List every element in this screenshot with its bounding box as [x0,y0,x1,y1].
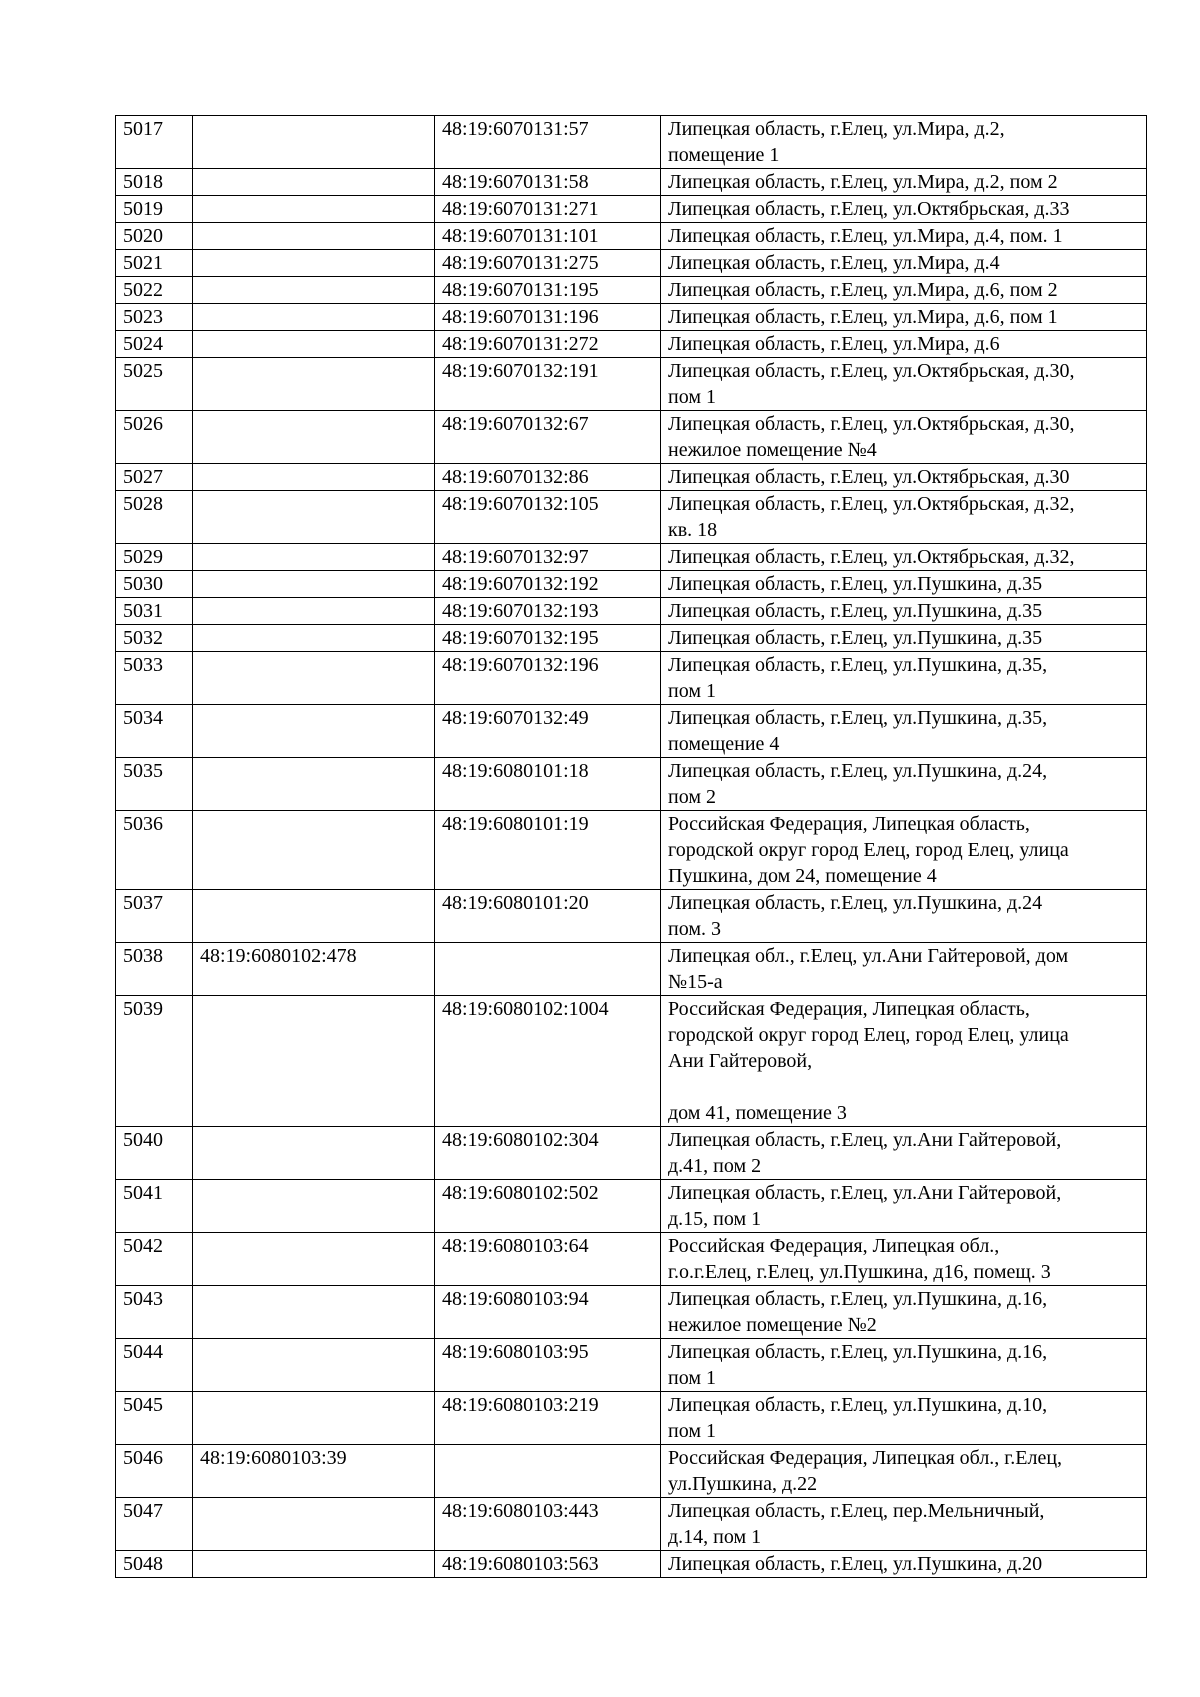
table-row [116,277,1147,304]
land-cadastral-number-cell [193,1551,435,1578]
table-row [116,1286,1147,1339]
address-cell: Липецкая область, г.Елец, ул.Мира, д.6 [661,331,1147,358]
row-number-cell: 5045 [116,1392,193,1445]
land-cadastral-number-cell [193,996,435,1127]
building-cadastral-number-cell: 48:19:6070131:58 [435,169,661,196]
table-row [116,331,1147,358]
address-cell: Российская Федерация, Липецкая область, городской округ город Елец, город Елец, улица Ани Гайтеровой, дом 41, помещение 3 [661,996,1147,1127]
address-cell: Липецкая область, г.Елец, ул.Мира, д.2, помещение 1 [661,116,1147,169]
land-cadastral-number-cell [193,358,435,411]
land-cadastral-number-cell [193,491,435,544]
table-row [116,890,1147,943]
row-number-cell: 5023 [116,304,193,331]
table-row [116,1445,1147,1498]
building-cadastral-number-cell: 48:19:6080101:20 [435,890,661,943]
row-number-cell: 5046 [116,1445,193,1498]
row-number-cell: 5038 [116,943,193,996]
land-cadastral-number-cell [193,544,435,571]
address-cell: Российская Федерация, Липецкая область, городской округ город Елец, город Елец, улица Пушкина, дом 24, помещение 4 [661,811,1147,890]
land-cadastral-number-cell [193,811,435,890]
address-cell: Липецкая область, г.Елец, ул.Октябрьская, д.32, кв. 18 [661,491,1147,544]
land-cadastral-number-cell: 48:19:6080102:478 [193,943,435,996]
table-row [116,1180,1147,1233]
building-cadastral-number-cell: 48:19:6080101:18 [435,758,661,811]
row-number-cell: 5028 [116,491,193,544]
land-cadastral-number-cell [193,625,435,652]
row-number-cell: 5017 [116,116,193,169]
building-cadastral-number-cell: 48:19:6080103:563 [435,1551,661,1578]
land-cadastral-number-cell [193,331,435,358]
building-cadastral-number-cell [435,943,661,996]
row-number-cell: 5026 [116,411,193,464]
land-cadastral-number-cell [193,464,435,491]
property-registry-table [115,115,1147,1578]
table-row [116,811,1147,890]
land-cadastral-number-cell: 48:19:6080103:39 [193,1445,435,1498]
building-cadastral-number-cell: 48:19:6070132:97 [435,544,661,571]
building-cadastral-number-cell: 48:19:6080103:64 [435,1233,661,1286]
address-cell: Липецкая область, г.Елец, ул.Пушкина, д.35 [661,571,1147,598]
row-number-cell: 5020 [116,223,193,250]
row-number-cell: 5033 [116,652,193,705]
table-row [116,996,1147,1127]
table-row [116,1233,1147,1286]
address-cell: Липецкая область, г.Елец, ул.Мира, д.4, пом. 1 [661,223,1147,250]
address-cell: Липецкая область, г.Елец, ул.Пушкина, д.10, пом 1 [661,1392,1147,1445]
row-number-cell: 5022 [116,277,193,304]
row-number-cell: 5042 [116,1233,193,1286]
table-row [116,116,1147,169]
row-number-cell: 5044 [116,1339,193,1392]
address-cell: Липецкая область, г.Елец, ул.Ани Гайтеровой, д.15, пом 1 [661,1180,1147,1233]
land-cadastral-number-cell [193,411,435,464]
address-cell: Липецкая область, г.Елец, ул.Ани Гайтеровой, д.41, пом 2 [661,1127,1147,1180]
address-cell: Липецкая область, г.Елец, ул.Октябрьская, д.32, [661,544,1147,571]
building-cadastral-number-cell: 48:19:6070131:275 [435,250,661,277]
address-cell: Липецкая область, г.Елец, ул.Пушкина, д.35 [661,598,1147,625]
land-cadastral-number-cell [193,1286,435,1339]
land-cadastral-number-cell [193,758,435,811]
address-cell: Российская Федерация, Липецкая обл., г.Елец, ул.Пушкина, д.22 [661,1445,1147,1498]
address-cell: Липецкая область, г.Елец, ул.Мира, д.4 [661,250,1147,277]
table-row [116,358,1147,411]
building-cadastral-number-cell: 48:19:6070132:195 [435,625,661,652]
land-cadastral-number-cell [193,277,435,304]
land-cadastral-number-cell [193,890,435,943]
building-cadastral-number-cell: 48:19:6070132:105 [435,491,661,544]
address-cell: Липецкая область, г.Елец, ул.Пушкина, д.24, пом 2 [661,758,1147,811]
building-cadastral-number-cell: 48:19:6080103:95 [435,1339,661,1392]
building-cadastral-number-cell: 48:19:6080103:219 [435,1392,661,1445]
building-cadastral-number-cell: 48:19:6070132:86 [435,464,661,491]
table-row [116,491,1147,544]
row-number-cell: 5032 [116,625,193,652]
row-number-cell: 5030 [116,571,193,598]
building-cadastral-number-cell: 48:19:6070131:272 [435,331,661,358]
address-cell: Липецкая область, г.Елец, ул.Мира, д.6, пом 2 [661,277,1147,304]
row-number-cell: 5047 [116,1498,193,1551]
address-cell: Липецкая область, г.Елец, ул.Октябрьская, д.30, пом 1 [661,358,1147,411]
building-cadastral-number-cell: 48:19:6080101:19 [435,811,661,890]
building-cadastral-number-cell: 48:19:6080102:1004 [435,996,661,1127]
table-row [116,758,1147,811]
building-cadastral-number-cell: 48:19:6070132:192 [435,571,661,598]
row-number-cell: 5019 [116,196,193,223]
table-row [116,1551,1147,1578]
row-number-cell: 5035 [116,758,193,811]
table-row [116,625,1147,652]
row-number-cell: 5041 [116,1180,193,1233]
table-row [116,652,1147,705]
row-number-cell: 5039 [116,996,193,1127]
building-cadastral-number-cell: 48:19:6070132:191 [435,358,661,411]
building-cadastral-number-cell: 48:19:6070131:195 [435,277,661,304]
document-page [115,115,1146,1578]
land-cadastral-number-cell [193,598,435,625]
building-cadastral-number-cell [435,1445,661,1498]
address-cell: Липецкая обл., г.Елец, ул.Ани Гайтеровой, дом №15-а [661,943,1147,996]
table-row [116,250,1147,277]
land-cadastral-number-cell [193,1339,435,1392]
table-row [116,169,1147,196]
land-cadastral-number-cell [193,1233,435,1286]
address-cell: Липецкая область, г.Елец, ул.Пушкина, д.35, помещение 4 [661,705,1147,758]
building-cadastral-number-cell: 48:19:6070131:271 [435,196,661,223]
address-cell: Липецкая область, г.Елец, пер.Мельничный, д.14, пом 1 [661,1498,1147,1551]
land-cadastral-number-cell [193,705,435,758]
table-row [116,598,1147,625]
table-row [116,571,1147,598]
table-row [116,1339,1147,1392]
row-number-cell: 5027 [116,464,193,491]
table-row [116,1392,1147,1445]
address-cell: Липецкая область, г.Елец, ул.Пушкина, д.16, нежилое помещение №2 [661,1286,1147,1339]
land-cadastral-number-cell [193,652,435,705]
table-row [116,223,1147,250]
address-cell: Российская Федерация, Липецкая обл., г.о.г.Елец, г.Елец, ул.Пушкина, д16, помещ. 3 [661,1233,1147,1286]
address-cell: Липецкая область, г.Елец, ул.Пушкина, д.16, пом 1 [661,1339,1147,1392]
table-row [116,1127,1147,1180]
building-cadastral-number-cell: 48:19:6070132:67 [435,411,661,464]
building-cadastral-number-cell: 48:19:6070132:49 [435,705,661,758]
land-cadastral-number-cell [193,1392,435,1445]
address-cell: Липецкая область, г.Елец, ул.Октябрьская, д.30 [661,464,1147,491]
table-row [116,1498,1147,1551]
row-number-cell: 5037 [116,890,193,943]
land-cadastral-number-cell [193,196,435,223]
address-cell: Липецкая область, г.Елец, ул.Пушкина, д.20 [661,1551,1147,1578]
address-cell: Липецкая область, г.Елец, ул.Пушкина, д.35 [661,625,1147,652]
row-number-cell: 5024 [116,331,193,358]
address-cell: Липецкая область, г.Елец, ул.Октябрьская, д.33 [661,196,1147,223]
table-row [116,544,1147,571]
land-cadastral-number-cell [193,223,435,250]
row-number-cell: 5021 [116,250,193,277]
building-cadastral-number-cell: 48:19:6080102:304 [435,1127,661,1180]
building-cadastral-number-cell: 48:19:6070131:57 [435,116,661,169]
building-cadastral-number-cell: 48:19:6080102:502 [435,1180,661,1233]
table-row [116,943,1147,996]
address-cell: Липецкая область, г.Елец, ул.Пушкина, д.35, пом 1 [661,652,1147,705]
land-cadastral-number-cell [193,1127,435,1180]
address-cell: Липецкая область, г.Елец, ул.Мира, д.2, пом 2 [661,169,1147,196]
registry-table-body [116,116,1147,1578]
land-cadastral-number-cell [193,571,435,598]
building-cadastral-number-cell: 48:19:6070132:193 [435,598,661,625]
table-row [116,464,1147,491]
row-number-cell: 5043 [116,1286,193,1339]
land-cadastral-number-cell [193,250,435,277]
row-number-cell: 5025 [116,358,193,411]
table-row [116,411,1147,464]
table-row [116,304,1147,331]
land-cadastral-number-cell [193,169,435,196]
row-number-cell: 5029 [116,544,193,571]
row-number-cell: 5034 [116,705,193,758]
building-cadastral-number-cell: 48:19:6070132:196 [435,652,661,705]
building-cadastral-number-cell: 48:19:6080103:443 [435,1498,661,1551]
table-row [116,705,1147,758]
table-row [116,196,1147,223]
row-number-cell: 5036 [116,811,193,890]
row-number-cell: 5040 [116,1127,193,1180]
land-cadastral-number-cell [193,1498,435,1551]
land-cadastral-number-cell [193,304,435,331]
address-cell: Липецкая область, г.Елец, ул.Октябрьская, д.30, нежилое помещение №4 [661,411,1147,464]
building-cadastral-number-cell: 48:19:6070131:101 [435,223,661,250]
land-cadastral-number-cell [193,1180,435,1233]
building-cadastral-number-cell: 48:19:6080103:94 [435,1286,661,1339]
address-cell: Липецкая область, г.Елец, ул.Пушкина, д.24 пом. 3 [661,890,1147,943]
row-number-cell: 5048 [116,1551,193,1578]
building-cadastral-number-cell: 48:19:6070131:196 [435,304,661,331]
row-number-cell: 5031 [116,598,193,625]
land-cadastral-number-cell [193,116,435,169]
row-number-cell: 5018 [116,169,193,196]
address-cell: Липецкая область, г.Елец, ул.Мира, д.6, пом 1 [661,304,1147,331]
